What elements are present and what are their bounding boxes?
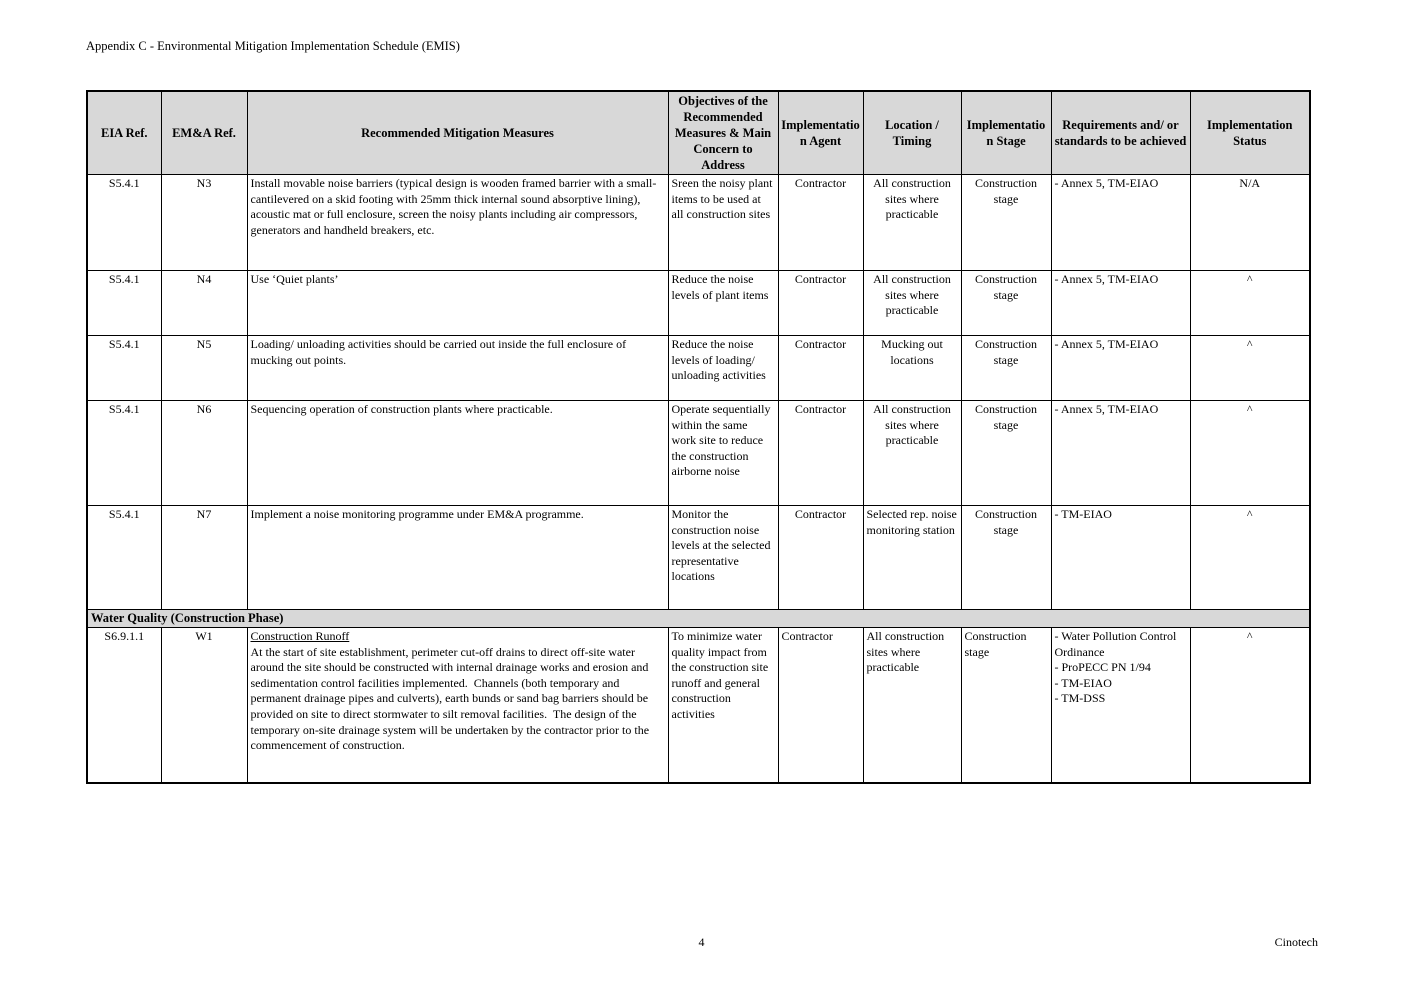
cell-status: ^ (1190, 271, 1310, 336)
cell-measures (247, 271, 668, 336)
cell-status: N/A (1190, 175, 1310, 271)
cell-status: ^ (1190, 628, 1310, 783)
cell-agent: Contractor (778, 336, 863, 401)
requirement-item: - Water Pollution Control Ordinance (1054, 629, 1177, 659)
requirement-item: - TM-EIAO (1054, 675, 1112, 690)
measure-text: Use ‘Quiet plants’ (250, 272, 339, 286)
cell-objectives: Reduce the noise levels of plant items (668, 271, 778, 336)
measure-text: Install movable noise barriers (typical design is wooden framed barrier with a small-cantilevered on a skid footing with 25mm thick internal sound absorptive lining), acoustic mat or full enclosure, screen the noisy plants including air compressors, generators and handheld breakers, etc. (250, 176, 657, 237)
table-body (87, 175, 1310, 783)
document-title: Appendix C - Environmental Mitigation Implementation Schedule (EMIS) (86, 39, 460, 53)
measure-text: Sequencing operation of construction plants where practicable. (250, 402, 553, 416)
requirement-item: - Annex 5, TM-EIAO (1054, 176, 1159, 190)
cell-stage: Construction stage (961, 628, 1051, 783)
footer-company: Cinotech (1274, 935, 1318, 949)
cell-status: ^ (1190, 401, 1310, 506)
table-row-n5 (87, 336, 1310, 401)
requirement-item: - Annex 5, TM-EIAO (1054, 272, 1159, 286)
table-row-n4 (87, 271, 1310, 336)
cell-ema-ref: N4 (161, 271, 247, 336)
requirement-item: - TM-EIAO (1054, 507, 1112, 521)
cell-ema-ref: N6 (161, 401, 247, 506)
column-header-objectives: Objectives of the Recommended Measures & Main Concern to Address (668, 91, 778, 175)
measure-text: Loading/ unloading activities should be carried out inside the full enclosure of mucking out points. (250, 337, 630, 367)
cell-ema-ref: W1 (161, 628, 247, 783)
cell-requirements (1051, 506, 1190, 610)
cell-requirements (1051, 336, 1190, 401)
cell-requirements (1051, 401, 1190, 506)
cell-eia-ref: S5.4.1 (87, 271, 161, 336)
cell-agent: Contractor (778, 506, 863, 610)
cell-location: All construction sites where practicable (863, 175, 961, 271)
cell-objectives: Sreen the noisy plant items to be used at all construction sites (668, 175, 778, 271)
section-row (87, 610, 1310, 628)
cell-requirements (1051, 271, 1190, 336)
requirement-item: - Annex 5, TM-EIAO (1054, 402, 1159, 416)
cell-location: Mucking out locations (863, 336, 961, 401)
column-header-stage: Implementation Stage (961, 91, 1051, 175)
cell-eia-ref: S5.4.1 (87, 401, 161, 506)
table-row-w1 (87, 628, 1310, 783)
column-header-agent: Implementation Agent (778, 91, 863, 175)
measure-text: Implement a noise monitoring programme under EM&A programme. (250, 507, 584, 521)
cell-status: ^ (1190, 336, 1310, 401)
section-title: Water Quality (Construction Phase) (87, 610, 1310, 628)
cell-eia-ref: S5.4.1 (87, 175, 161, 271)
cell-location: All construction sites where practicable (863, 271, 961, 336)
cell-objectives: Monitor the construction noise levels at the selected representative locations (668, 506, 778, 610)
cell-agent: Contractor (778, 401, 863, 506)
table-row-n7 (87, 506, 1310, 610)
measure-heading: Construction Runoff (250, 629, 350, 643)
cell-objectives: Reduce the noise levels of loading/ unloading activities (668, 336, 778, 401)
table-header (87, 91, 1310, 175)
cell-agent: Contractor (778, 628, 863, 783)
cell-measures (247, 628, 668, 783)
cell-location: All construction sites where practicable (863, 401, 961, 506)
column-header-ema-ref: EM&A Ref. (161, 91, 247, 175)
cell-agent: Contractor (778, 271, 863, 336)
table-row-n6 (87, 401, 1310, 506)
cell-eia-ref: S6.9.1.1 (87, 628, 161, 783)
table-row-n3 (87, 175, 1310, 271)
cell-location: All construction sites where practicable (863, 628, 961, 783)
requirement-item: - TM-DSS (1054, 691, 1106, 706)
column-header-status: Implementation Status (1190, 91, 1310, 175)
column-header-location-timing: Location / Timing (863, 91, 961, 175)
cell-ema-ref: N5 (161, 336, 247, 401)
cell-status: ^ (1190, 506, 1310, 610)
page-number: 4 (698, 935, 705, 949)
cell-measures (247, 336, 668, 401)
column-header-requirements: Requirements and/ or standards to be achieved (1051, 91, 1190, 175)
cell-measures (247, 506, 668, 610)
cell-location: Selected rep. noise monitoring station (863, 506, 961, 610)
cell-stage: Construction stage (961, 336, 1051, 401)
cell-eia-ref: S5.4.1 (87, 336, 161, 401)
requirement-item: - Annex 5, TM-EIAO (1054, 337, 1159, 351)
column-header-measures: Recommended Mitigation Measures (247, 91, 668, 175)
column-header-eia-ref: EIA Ref. (87, 91, 161, 175)
cell-stage: Construction stage (961, 175, 1051, 271)
cell-stage: Construction stage (961, 271, 1051, 336)
cell-eia-ref: S5.4.1 (87, 506, 161, 610)
cell-requirements (1051, 175, 1190, 271)
cell-measures (247, 175, 668, 271)
measure-text: At the start of site establishment, perimeter cut-off drains to direct off-site water around the site should be constructed with internal drainage works and erosion and sedimentation control facilities implemented. Channels (both temporary and permanent drainage pipes and culverts), earth bunds or sand bag barriers should be provided on site to direct stormwater to silt removal facilities. The design of the temporary on-site drainage system will be undertaken by the contractor prior to the commencement of construction. (250, 644, 653, 753)
cell-requirements (1051, 628, 1190, 783)
cell-measures (247, 401, 668, 506)
cell-objectives: To minimize water quality impact from the construction site runoff and general construction activities (668, 628, 778, 783)
cell-stage: Construction stage (961, 506, 1051, 610)
requirement-item: - ProPECC PN 1/94 (1054, 660, 1151, 675)
cell-objectives: Operate sequentially within the same work site to reduce the construction airborne noise (668, 401, 778, 506)
emis-table (86, 90, 1311, 784)
cell-stage: Construction stage (961, 401, 1051, 506)
cell-agent: Contractor (778, 175, 863, 271)
header-row (87, 91, 1310, 175)
cell-ema-ref: N7 (161, 506, 247, 610)
cell-ema-ref: N3 (161, 175, 247, 271)
